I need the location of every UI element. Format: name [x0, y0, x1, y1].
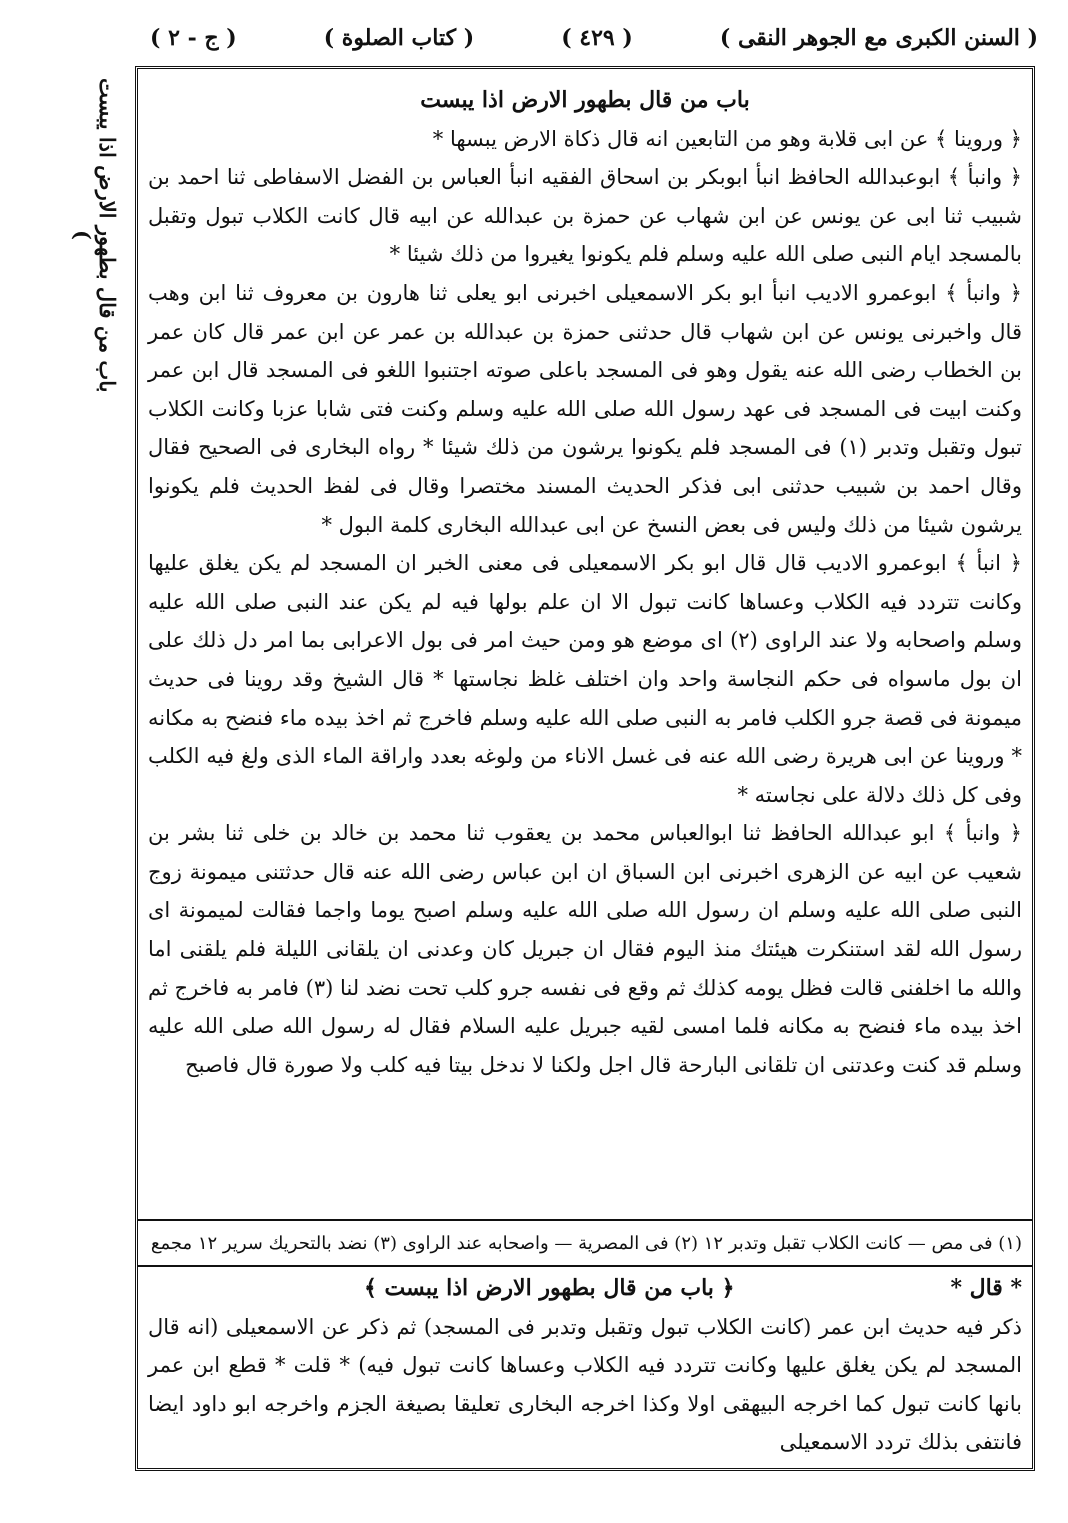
commentary-chapter: ﴿ باب من قال بطهور الارض اذا يبست ﴾	[363, 1275, 735, 1301]
commentary	[148, 1269, 1022, 1462]
page-number: ( ٤٢٩ )	[561, 25, 633, 51]
footnotes: (١) فى مص — كانت الكلاب تقبل وتدبر ١٢ (٢) فى المصرية — واصحابه عند الراوى (٣) نضد بالتحريك سرير ١٢ مجمع	[150, 1233, 1022, 1254]
paragraph: ﴿ وروينا ﴾ عن ابى قلابة وهو من التابعين انه قال ذكاة الارض يبسها *	[432, 126, 1022, 151]
commentary-title	[148, 1269, 1022, 1308]
paragraph: ﴿ وانبأ ﴾ ابوعمرو الاديب انبأ ابو بكر الاسمعيلى اخبرنى ابو يعلى ثنا هارون بن معروف ثنا ابن وهب قال واخبرنى يونس عن ابن شهاب قال حدثنى حمزة بن عبدالله بن عمر عن ابن عمر قال كان عمر بن الخطاب رضى الله عنه يقول وهو فى المسجد باعلى صوته اجتنبوا اللغو فى المسجد قال ابن عمر وكنت ابيت فى المسجد فى عهد رسول الله صلى الله عليه وسلم وكنت فتى شابا عزبا وكانت الكلاب تبول وتقبل وتدبر (١) فى المسجد فلم يكونوا يرشون من ذلك شيئا * رواه البخارى فى الصحيح فقال وقال احمد بن شبيب حدثنى ابى فذكر الحديث المسند مختصرا وقال فى لفظ الحديث فلم يكونوا يرشون شيئا من ذلك وليس فى بعض النسخ عن ابى عبدالله البخارى كلمة البول *	[148, 280, 1022, 537]
main-text	[148, 81, 1022, 1084]
paragraph: ﴿ وانبأ ﴾ ابو عبدالله الحافظ ثنا ابوالعباس محمد بن يعقوب ثنا محمد بن خالد بن خلى ثنا بشر بن شعيب عن ابيه عن الزهرى اخبرنى ابن السباق ان ابن عباس رضى الله عنه قال حدثتنى ميمونة زوج النبى صلى الله عليه وسلم ان رسول الله صلى الله عليه وسلم اصبح يوما واجما فقالت لميمونة اى رسول الله لقد استنكرت هيئتك منذ اليوم فقال ان جبريل كان وعدنى ان يلقانى الليلة فلم يلقنى اما والله ما اخلفنى قالت فظل يومه كذلك ثم وقع فى نفسه جرو كلب تحت نضد لنا (٣) فامر به فاخرج ثم اخذ بيده ماء فنضح به مكانه فلما امسى لقيه جبريل عليه السلام فقال له رسول الله صلى الله عليه وسلم قد كنت وعدتنى ان تلقانى البارحة قال اجل ولكنا لا ندخل بيتا فيه كلب ولا صورة قال فاصبح	[148, 821, 1022, 1077]
running-header	[150, 18, 1038, 58]
text-frame	[135, 66, 1035, 1471]
chapter-title: باب من قال بطهور الارض اذا يبست	[420, 87, 750, 113]
footnote-divider	[138, 1219, 1032, 1221]
commentary-divider	[138, 1265, 1032, 1267]
paragraph: ﴿ انبأ ﴾ ابوعمرو الاديب قال قال ابو بكر الاسمعيلى فى معنى الخبر ان المسجد لم يكن يغلق عليها وكانت تتردد فيه الكلاب وعساها كانت تبول الا ان علم بولها فيه لم يكن عند النبى صلى الله عليه وسلم واصحابه ولا عند الراوى (٢) اى موضع هو ومن حيث امر فى بول الاعرابى بما امر دل ذلك على ان بول ماسواه فى حكم النجاسة واحد وان اختلف غلظ نجاستها * قال الشيخ وقد روينا فى حديث ميمونة فى قصة جرو الكلب فامر به النبى صلى الله عليه وسلم فاخرج ثم اخذ بيده ماء فنضح به مكانه * وروينا عن ابى هريرة رضى الله عنه فى غسل الاناء من ولوغه بعدد واراقة الماء الذى ولغ فيه الكلب وفى كل ذلك دلالة على نجاسته *	[148, 551, 1022, 807]
side-heading: باب من قال بطهور الارض اذا يبست )	[70, 77, 120, 393]
book-title: ( السنن الكبرى مع الجوهر النقى )	[719, 25, 1038, 51]
commentary-intro: * قال *	[950, 1275, 1022, 1301]
commentary-text: ذكر فيه حديث ابن عمر (كانت الكلاب تبول وتقبل وتدبر فى المسجد) ثم ذكر عن الاسمعيلى (انه قال المسجد لم يكن يغلق عليها وكانت تتردد فيه الكلاب وعساها كانت تبول فيه) * قلت * قطع ابن عمر بانها كانت تبول كما اخرجه البيهقى اولا وكذا اخرجه البخارى تعليقا بصيغة الجزم واخرجه ابو داود ايضا فانتفى بذلك تردد الاسمعيلى	[148, 1314, 1022, 1455]
section-title: ( كتاب الصلوة )	[323, 25, 475, 51]
volume-label: ( ج - ٢ )	[150, 25, 237, 51]
paragraph: ﴿ وانبأ ﴾ ابوعبدالله الحافظ انبأ ابوبكر بن اسحاق الفقيه انبأ العباس بن الفضل الاسفاطى ثنا احمد بن شبيب ثنا ابى عن يونس عن ابن شهاب عن حمزة بن عبدالله عن ابيه قال كانت الكلاب تبول وتقبل بالمسجد ايام النبى صلى الله عليه وسلم فلم يكونوا يغيروا من ذلك شيئا *	[148, 165, 1022, 267]
